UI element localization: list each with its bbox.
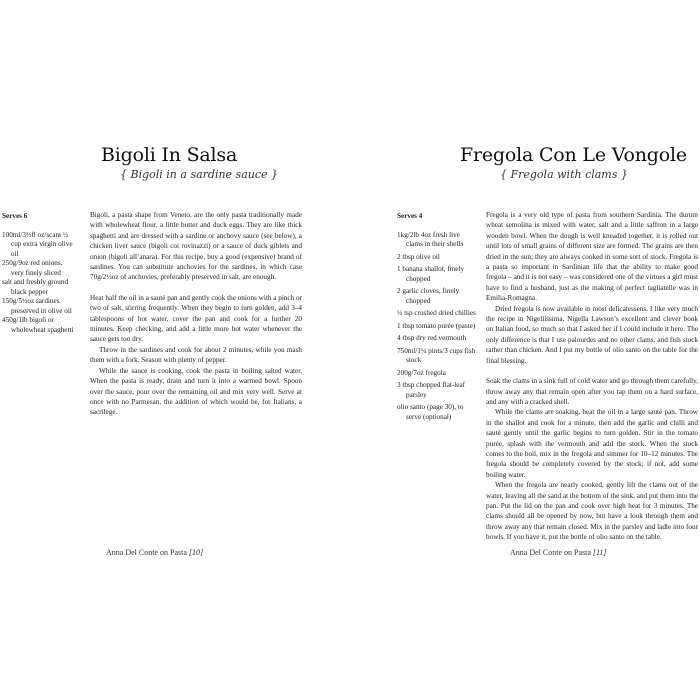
- ingredient-item: olio santo (page 30), to serve (optional): [397, 403, 464, 421]
- ingredients-list: [397, 212, 477, 422]
- ingredient-item: 150g/5½oz sardines preserved in olive oil: [2, 297, 72, 315]
- ingredient-item: 100ml/3½fl oz/scant ½ cup extra virgin olive oil: [2, 230, 73, 258]
- ingredients-list: [2, 212, 76, 335]
- ingredient-item: salt and freshly ground black pepper: [2, 278, 69, 296]
- ingredient-item: 2 garlic cloves, finely chopped: [397, 287, 460, 305]
- ingredient-item: 4 tbsp dry red vermouth: [397, 334, 467, 342]
- book-title: Anna Del Conte on Pasta: [510, 548, 591, 557]
- page-number: [10]: [188, 548, 204, 557]
- recipe-title: Fregola Con Le Vongole: [460, 144, 687, 166]
- recipe-title: Bigoli In Salsa: [101, 144, 238, 166]
- ingredient-item: 250g/9oz red onions, very finely sliced: [2, 259, 63, 277]
- page-number: [11]: [592, 548, 607, 557]
- recipe-body: [486, 210, 698, 543]
- body-paragraph: Fregola is a very old type of pasta from southern Sardinia. The durum wheat semolina is mixed with water, salt and a little saffron in a large wooden bowl. When the dough is well kneaded together, it is rolled out until lots of small grains of different size are formed. The grains are then dried in the sun; they are always cooked in some sort of stock. Fregola is a pasta so important in Sardinian life that the ability to make good fregola – and it is not easy – was considered one of the virtues a girl must have to find a husband, just as the making of perfect tagliatelle was in Emilia-Romagna.: [486, 211, 698, 303]
- recipe-subtitle: { Bigoli in a sardine sauce }: [120, 168, 279, 181]
- recipe-body: [90, 210, 302, 418]
- ingredient-item: ½ tsp crushed dried chillies: [397, 309, 476, 317]
- ingredient-item: 1kg/2lb 4oz fresh live clams in their shells: [397, 230, 464, 248]
- serves-label: Serves 6: [2, 212, 28, 220]
- recipe-subtitle: { Fregola with clams }: [500, 168, 628, 181]
- ingredient-item: 3 tbsp chopped flat-leaf parsley: [397, 381, 466, 399]
- ingredient-item: 750ml/1¼ pints/3 cups fish stock: [397, 346, 476, 364]
- right-page: [350, 0, 700, 700]
- body-paragraph: When the fregola are nearly cooked, gently lift the clams out of the water, leaving all the sand at the bottom of the sink, and put them into the pan. Put the lid on the pan and cook over high heat for 3 minutes. The clams should all be opened by now, but have a look through them and throw away any that remain closed. Mix in the parsley and ladle into four bowls. If you have it, put the bottle of olio santo on the table.: [486, 481, 698, 542]
- page-footer: [106, 548, 203, 557]
- body-paragraph: Bigoli, a pasta shape from Veneto, are the only pasta traditionally made with wholewheat flour, a little butter and duck eggs. They are like thick spaghetti and are dressed with a sardine or anchovy sauce (see below), a chicken liver sauce (bigoli coi rovinazzi) or a sauce of duck giblets and onion (bigoli all’anara). For this recipe, buy a good (expensive) brand of sardines. You can substitute anchovies for the sardines, in which case 70g/2½oz of anchovies, preferably preserved in salt, are enough.: [90, 211, 302, 282]
- ingredient-item: 200g/7oz fregola: [397, 368, 446, 377]
- ingredient-item: 1 banana shallot, finely chopped: [397, 265, 465, 283]
- ingredient-item: 1 tbsp tomato purée (paste): [397, 321, 476, 330]
- body-paragraph: Soak the clams in a sink full of cold water and go through them carefully, throw away any that remain open after you tap them on a hard surface, and any with a cracked shell.: [486, 377, 698, 406]
- book-title: Anna Del Conte on Pasta: [106, 548, 187, 557]
- body-paragraph: Throw in the sardines and cook for about 2 minutes, while you mash them with a fork. Season with plenty of pepper.: [90, 345, 302, 365]
- ingredient-item: 2 tbsp olive oil: [397, 252, 440, 261]
- body-paragraph: Heat half the oil in a sauté pan and gently cook the onions with a pinch or two of salt, stirring frequently. When they begin to turn golden, add 3–4 tablespoons of hot water, cover the pan and cook for a further 20 minutes. Keep checking, and add a little more hot water whenever the sauce gets too dry.: [90, 293, 302, 344]
- page-footer: [510, 548, 607, 557]
- serves-label: Serves 4: [397, 212, 423, 220]
- body-paragraph: While the sauce is cooking, cook the pasta in boiling salted water. When the pasta is ready, drain and turn it into a warmed bowl. Spoon over the sauce, pour over the remaining oil and mix very well. Serve at once with no Parmesan, the addition of which would be, for Italians, a sacrilege.: [90, 366, 302, 417]
- body-paragraph: While the clams are soaking, heat the oil in a large sauté pan. Throw in the shallot and cook for a minute, then add the garlic and chilli and sauté gently until the garlic begins to turn golden. Stir in the tomato purée, splash with the vermouth and add the stock. When the stock comes to the boil, mix in the fregola and simmer for 10–12 minutes. The fregola should be completely covered by the stock; if not, add some boiling water.: [486, 408, 698, 479]
- body-paragraph: Dried fregola is now available in most delicatessens. I like very much the recipe in Nigellissima, Nigella Lawson’s excellent and clever book on Italian food, so much so that I asked her if I could include it here. The only difference is that I use palourdes and no other clams, and fish stock rather than chicken. And I put my bottle of olio santo on the table for the final blessing.: [486, 304, 698, 365]
- ingredient-item: 450g/1lb bigoli or wholewheat spaghetti: [2, 316, 74, 334]
